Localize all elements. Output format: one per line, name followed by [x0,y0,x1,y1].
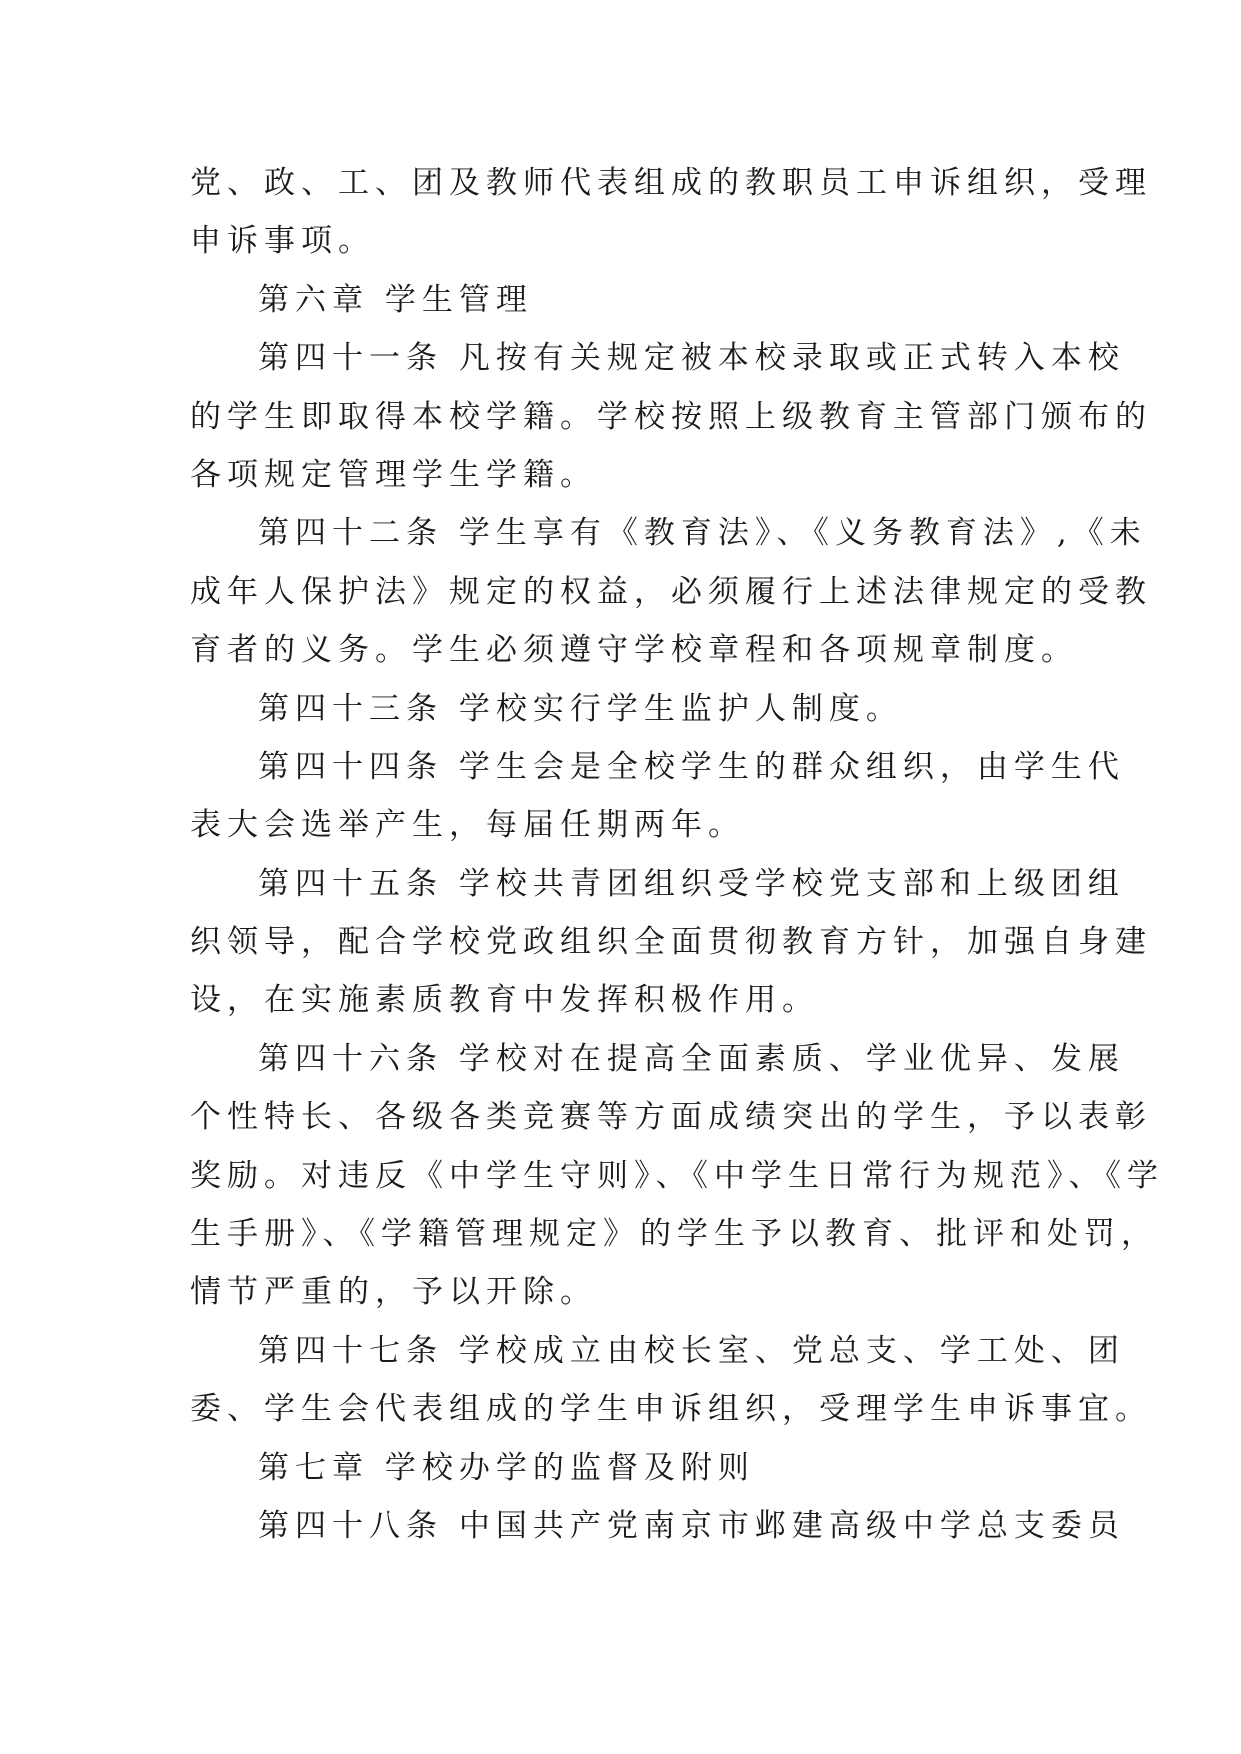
article-start: 第四十七条 学校成立由校长室、党总支、学工处、团 [258,1332,1125,1369]
text-line: 个性特长、各级各类竞赛等方面成绩突出的学生，予以表彰 [190,1099,1152,1136]
article-start: 第四十四条 学生会是全校学生的群众组织，由学生代 [258,748,1125,785]
text-line: 各项规定管理学生学籍。 [190,456,597,493]
text-line: 成年人保护法》规定的权益，必须履行上述法律规定的受教 [190,573,1152,610]
chapter-heading: 第六章 学生管理 [258,281,533,318]
article-start: 第四十八条 中国共产党南京市邺建高级中学总支委员 [258,1507,1125,1544]
text-line: 育者的义务。学生必须遵守学校章程和各项规章制度。 [190,632,1078,669]
article-start: 第四十三条 学校实行学生监护人制度。 [258,690,903,727]
text-line: 申诉事项。 [190,223,375,260]
article-start: 第四十二条 学生享有《教育法》、《义务教育法》,《未 [258,515,1147,552]
article-start: 第四十六条 学校对在提高全面素质、学业优异、发展 [258,1040,1125,1077]
chapter-heading: 第七章 学校办学的监督及附则 [258,1449,755,1486]
text-line: 情节严重的，予以开除。 [190,1274,597,1311]
text-line: 奖励。对违反《中学生守则》、《中学生日常行为规范》、《学 [190,1157,1164,1194]
article-start: 第四十一条 凡按有关规定被本校录取或正式转入本校 [258,340,1125,377]
text-line: 委、学生会代表组成的学生申诉组织，受理学生申诉事宜。 [190,1391,1152,1428]
body-text [190,154,1164,1555]
text-line: 表大会选举产生，每届任期两年。 [190,807,745,844]
text-line: 生手册》、《学籍管理规定》的学生予以教育、批评和处罚， [190,1216,1158,1253]
article-start: 第四十五条 学校共青团组织受学校党支部和上级团组 [258,865,1125,902]
text-line: 设，在实施素质教育中发挥积极作用。 [190,982,819,1019]
text-line: 织领导，配合学校党政组织全面贯彻教育方针，加强自身建 [190,924,1152,961]
text-line: 的学生即取得本校学籍。学校按照上级教育主管部门颁布的 [190,398,1152,435]
text-line: 党、政、工、团及教师代表组成的教职员工申诉组织，受理 [190,165,1152,201]
